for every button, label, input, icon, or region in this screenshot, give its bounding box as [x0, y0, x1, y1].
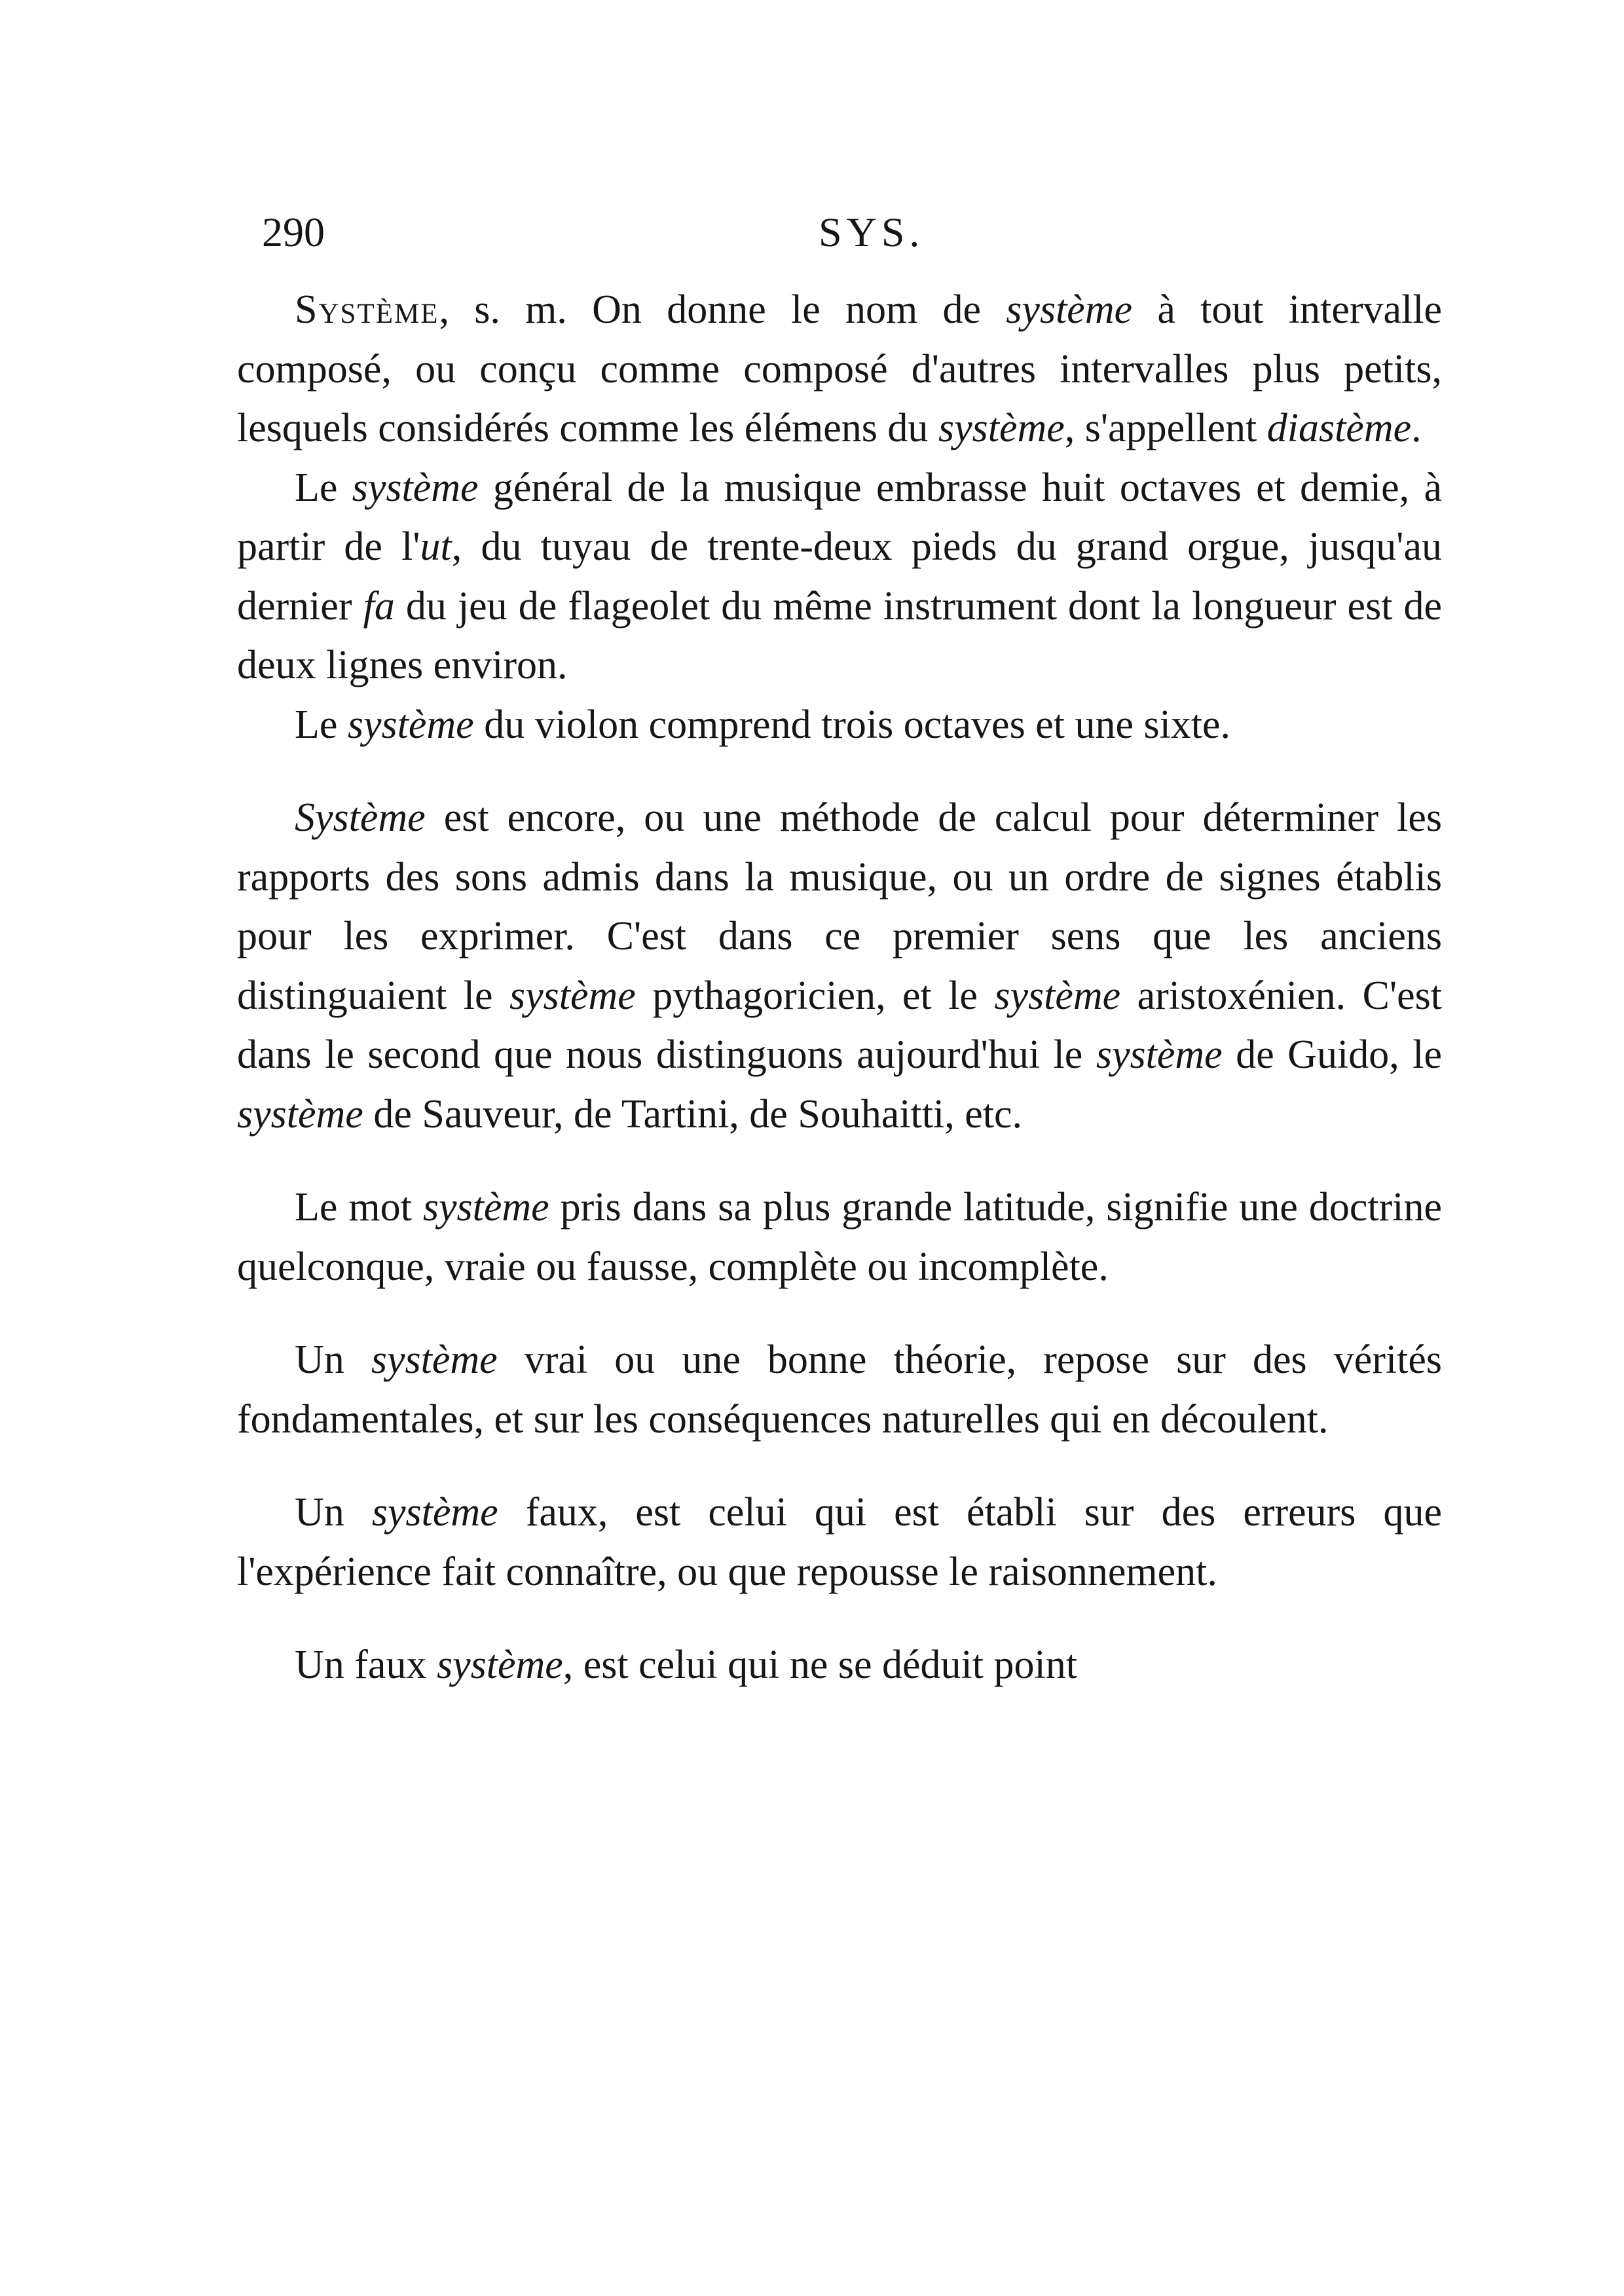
italic-run: système	[422, 1185, 549, 1230]
paragraph	[237, 788, 1442, 1144]
text-run: Un	[295, 1490, 372, 1535]
italic-run: système	[509, 973, 636, 1018]
paragraph	[237, 1178, 1442, 1296]
text-run: faux, est celui qui est établi sur des erreurs que l'expérience fait connaître, ou que repousse le raisonnement.	[237, 1490, 1442, 1594]
italic-run: système	[436, 1643, 563, 1687]
text-run: Un faux	[295, 1643, 437, 1687]
italic-run: système	[938, 406, 1065, 450]
paragraph	[237, 1330, 1442, 1449]
italic-run: ut	[420, 524, 452, 569]
italic-run: système	[237, 1091, 363, 1137]
italic-run: système	[1006, 287, 1133, 332]
italic-run: système	[1096, 1032, 1223, 1077]
text-run: , s'appellent	[1064, 406, 1267, 450]
italic-run: diastème	[1266, 406, 1412, 450]
text-run: est encore, ou une méthode de calcul pour déterminer les rapports des sons admis dans la musique, ou un ordre de signes établis pour les exprimer. C'est dans ce premier sens que les anciens distinguaient le	[237, 795, 1442, 1018]
italic-run: système	[371, 1338, 498, 1382]
text-run: , est celui qui ne se déduit point	[563, 1643, 1077, 1687]
text-run: pythagoricien, et le	[635, 973, 995, 1018]
italic-run: Système	[295, 795, 426, 840]
text-run: , du tuyau de trente-deux pieds du grand orgue, jusqu'au dernier	[237, 524, 1442, 629]
text-run: aristoxénien. C'est dans le second que nous distinguons aujourd'hui le	[237, 973, 1442, 1077]
text-run: du violon comprend trois octaves et une sixte.	[473, 702, 1231, 747]
text-run: Le	[295, 702, 348, 747]
page-number: 290	[262, 209, 325, 255]
paragraph	[237, 695, 1442, 755]
italic-run: système	[352, 465, 479, 510]
text-run: , s. m. On donne le nom de	[439, 287, 1006, 332]
text-run: Un	[295, 1338, 371, 1382]
text-run: de Sauveur, de Tartini, de Souhaitti, etc.	[363, 1091, 1022, 1137]
running-head: SYS.	[819, 209, 925, 255]
italic-run: fa	[363, 583, 395, 629]
headword: Système	[295, 287, 439, 332]
text-run: du jeu de flageolet du même instrument dont la longueur est de deux lignes environ.	[237, 583, 1442, 687]
italic-run: système	[371, 1490, 498, 1535]
paragraph	[237, 458, 1442, 695]
text-run: Le	[295, 465, 352, 510]
page-header	[262, 208, 1434, 261]
paragraph	[237, 1635, 1442, 1695]
italic-run: système	[994, 973, 1121, 1018]
text-run: .	[1411, 406, 1422, 450]
italic-run: système	[347, 702, 474, 747]
text-run: vrai ou une bonne théorie, repose sur des vérités fondamentales, et sur les conséquences naturelles qui en découlent.	[237, 1338, 1442, 1442]
text-run: à tout intervalle composé, ou conçu comme composé d'autres intervalles plus petits, lesquels considérés comme les élémens du	[237, 287, 1442, 450]
paragraph	[237, 1483, 1442, 1601]
body-text	[237, 280, 1442, 1695]
paragraph	[237, 280, 1442, 458]
text-run: général de la musique embrasse huit octaves et demie, à partir de l'	[237, 465, 1442, 569]
text-run: Le mot	[295, 1185, 423, 1230]
text-run: de Guido, le	[1222, 1032, 1443, 1077]
text-run: pris dans sa plus grande latitude, signifie une doctrine quelconque, vraie ou fausse, complète ou incomplète.	[237, 1185, 1442, 1289]
